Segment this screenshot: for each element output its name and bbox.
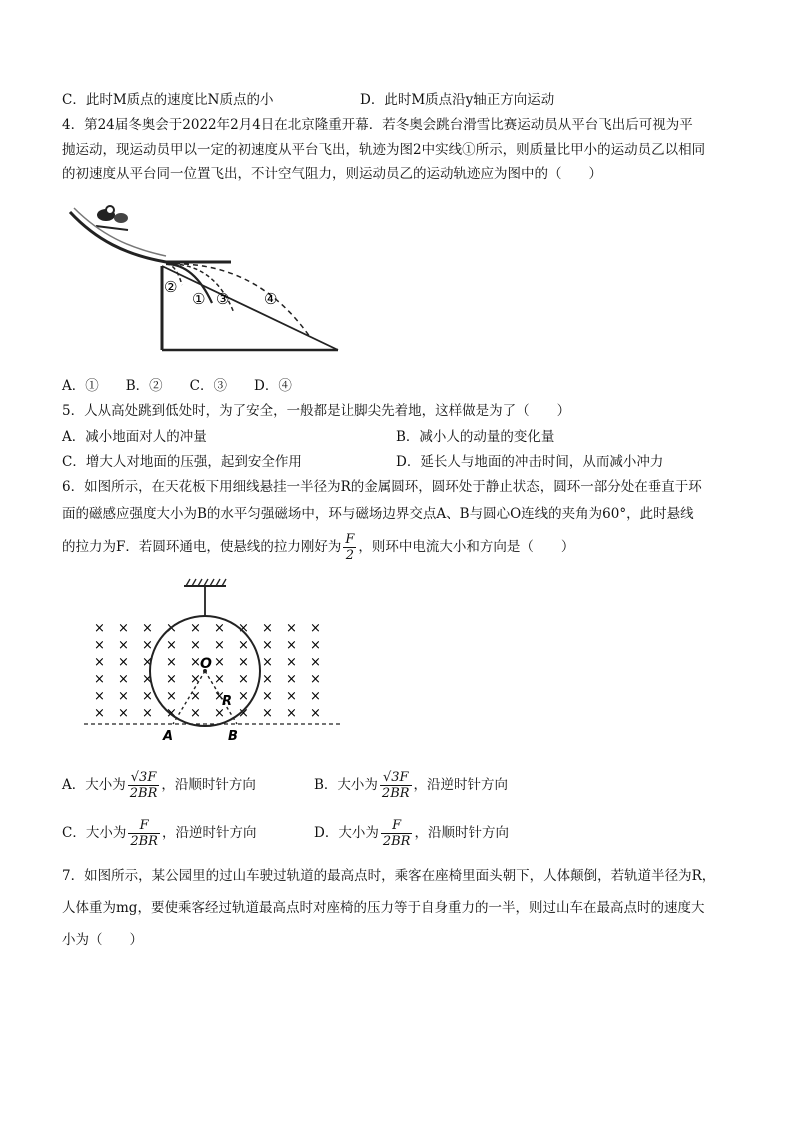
field-x-mark: ×	[142, 672, 153, 687]
q6-option-d: D．大小为 $\frac{F}{2BR}$ ，沿顺时针方向	[314, 818, 509, 849]
q5-option-c: C．增大人对地面的压强，起到安全作用	[62, 454, 302, 470]
q6-stem-line2: 面的磁感应强度大小为B的水平匀强磁场中，环与磁场边界交点A、B与圆心O连线的夹角为60°，此时悬线	[62, 506, 694, 522]
field-x-mark: ×	[118, 706, 129, 721]
field-x-mark: ×	[94, 706, 105, 721]
fraction-b: $\frac{√3F}{2BR}$	[381, 770, 410, 801]
field-x-mark: ×	[214, 689, 225, 704]
ski-jump-figure	[66, 200, 346, 360]
q5-option-b: B．减小人的动量的变化量	[396, 429, 555, 445]
label-trajectory-1: ①	[192, 290, 206, 308]
field-x-mark: ×	[262, 706, 273, 721]
q6-stem-line1: 6．如图所示，在天花板下用细线悬挂一半径为R的金属圆环，圆环处于静止状态，圆环一部分处在垂直于环	[62, 479, 702, 495]
magnetic-ring-figure	[84, 578, 344, 746]
q3-option-d: D．此时M质点沿y轴正方向运动	[360, 92, 555, 108]
q6-stem-line3: 的拉力为F．若圆环通电，使悬线的拉力刚好为 $\frac{F}{2}$ ，则环中电流大小和方向是（ ）	[62, 532, 575, 563]
q4-stem-line2: 抛运动，现运动员甲以一定的初速度从平台飞出，轨迹为图2中实线①所示，则质量比甲小的运动员乙以相同	[62, 142, 706, 158]
field-x-mark: ×	[286, 672, 297, 687]
field-x-mark: ×	[142, 706, 153, 721]
field-x-mark: ×	[262, 638, 273, 653]
field-x-mark: ×	[190, 689, 201, 704]
field-x-mark: ×	[262, 655, 273, 670]
field-x-mark: ×	[214, 655, 225, 670]
field-x-mark: ×	[166, 621, 177, 636]
field-x-mark: ×	[190, 672, 201, 687]
field-x-mark: ×	[166, 689, 177, 704]
label-center-o: O	[200, 656, 212, 672]
label-point-b: B	[228, 729, 238, 744]
field-x-mark: ×	[166, 638, 177, 653]
fraction-a: $\frac{√3F}{2BR}$	[129, 770, 158, 801]
field-x-mark: ×	[190, 706, 201, 721]
field-x-mark: ×	[262, 672, 273, 687]
slope-line	[162, 266, 338, 350]
q5-option-a: A．减小地面对人的冲量	[62, 429, 207, 445]
field-x-mark: ×	[118, 621, 129, 636]
q3-option-c: C．此时M质点的速度比N质点的小	[62, 92, 274, 108]
field-x-mark: ×	[310, 672, 321, 687]
fraction-f-over-2: $\frac{F}{2}$	[345, 532, 355, 563]
field-x-mark: ×	[94, 638, 105, 653]
field-x-mark: ×	[142, 621, 153, 636]
label-trajectory-3: ③	[216, 290, 230, 308]
field-x-mark: ×	[118, 689, 129, 704]
skier-icon	[96, 206, 128, 230]
q7-stem-line1: 7．如图所示，某公园里的过山车驶过轨道的最高点时，乘客在座椅里面头朝下，人体颠倒，若轨道半径为R，	[62, 868, 716, 884]
field-x-mark: ×	[238, 706, 249, 721]
field-x-mark: ×	[310, 706, 321, 721]
field-x-mark: ×	[190, 655, 201, 670]
fraction-c: $\frac{F}{2BR}$	[130, 818, 158, 849]
q4-stem-line1: 4．第24届冬奥会于2022年2月4日在北京隆重开幕．若冬奥会跳台滑雪比赛运动员从平台飞出后可视为平	[62, 117, 693, 133]
field-x-mark: ×	[286, 638, 297, 653]
label-trajectory-4: ④	[264, 290, 278, 308]
field-x-mark: ×	[238, 672, 249, 687]
q7-stem-line3: 小为（ ）	[62, 932, 143, 948]
field-x-mark: ×	[166, 655, 177, 670]
field-x-mark: ×	[94, 689, 105, 704]
field-x-mark: ×	[190, 621, 201, 636]
field-x-mark: ×	[190, 638, 201, 653]
field-x-mark: ×	[310, 638, 321, 653]
q6-option-c: C．大小为 $\frac{F}{2BR}$ ，沿逆时针方向	[62, 818, 257, 849]
field-x-mark: ×	[142, 638, 153, 653]
field-x-mark: ×	[94, 655, 105, 670]
q5-stem: 5．人从高处跳到低处时，为了安全，一般都是让脚尖先着地，这样做是为了（ ）	[62, 403, 571, 419]
field-x-mark: ×	[238, 655, 249, 670]
q5-option-d: D．延长人与地面的冲击时间，从而减小冲力	[396, 454, 664, 470]
field-x-mark: ×	[142, 655, 153, 670]
field-x-mark: ×	[166, 672, 177, 687]
label-point-a: A	[163, 729, 174, 744]
field-x-mark: ×	[94, 672, 105, 687]
field-x-mark: ×	[310, 621, 321, 636]
field-x-mark: ×	[262, 621, 273, 636]
field-x-mark: ×	[286, 706, 297, 721]
field-x-mark: ×	[118, 672, 129, 687]
field-x-mark: ×	[142, 689, 153, 704]
field-x-mark: ×	[118, 638, 129, 653]
fraction-d: $\frac{F}{2BR}$	[382, 818, 411, 849]
q6-option-b: B．大小为 $\frac{√3F}{2BR}$ ，沿逆时针方向	[314, 770, 509, 801]
field-x-mark: ×	[238, 621, 249, 636]
field-x-mark: ×	[310, 689, 321, 704]
ramp-curve	[70, 212, 231, 262]
ceiling-hatch	[184, 579, 226, 586]
label-trajectory-2: ②	[164, 278, 178, 296]
field-x-mark: ×	[214, 621, 225, 636]
field-x-mark: ×	[166, 706, 177, 721]
field-x-mark: ×	[286, 689, 297, 704]
field-x-mark: ×	[310, 655, 321, 670]
field-x-mark: ×	[286, 655, 297, 670]
field-x-mark: ×	[118, 655, 129, 670]
field-x-mark: ×	[94, 621, 105, 636]
field-x-mark: ×	[286, 621, 297, 636]
q4-options: A．① B．② C．③ D．④	[62, 378, 292, 394]
field-x-mark: ×	[214, 672, 225, 687]
field-x-mark: ×	[214, 706, 225, 721]
label-radius-r: R	[222, 694, 233, 709]
field-x-mark: ×	[238, 689, 249, 704]
field-x-mark: ×	[238, 638, 249, 653]
q4-stem-line3: 的初速度从平台同一位置飞出，不计空气阻力，则运动员乙的运动轨迹应为图中的（ ）	[62, 166, 602, 182]
q7-stem-line2: 人体重为mg，要使乘客经过轨道最高点时对座椅的压力等于自身重力的一半，则过山车在最高点时的速度大	[62, 900, 705, 916]
q6-option-a: A．大小为 $\frac{√3F}{2BR}$ ，沿顺时针方向	[62, 770, 256, 801]
field-x-mark: ×	[262, 689, 273, 704]
field-x-mark: ×	[214, 638, 225, 653]
